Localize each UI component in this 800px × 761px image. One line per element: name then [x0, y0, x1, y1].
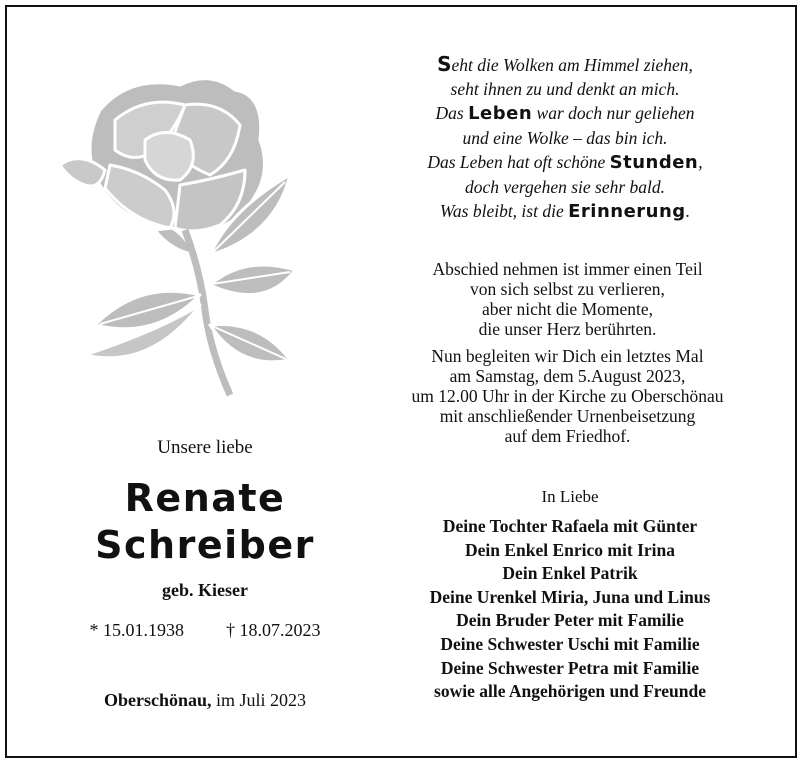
funeral-service-details [375, 346, 760, 446]
poem-line-7-pre: Was bleibt, ist die [439, 201, 569, 221]
birth-name: geb. Kieser [162, 580, 248, 600]
place-and-date [40, 690, 370, 711]
poem-line-2: seht ihnen zu und denkt an mich. [450, 79, 680, 99]
mourner-item: sowie alle Angehörigen und Freunde [434, 681, 706, 702]
poem-line-6: doch vergehen sie sehr bald. [464, 177, 666, 197]
farewell-verse [375, 259, 760, 339]
service-line: am Samstag, dem 5.August 2023, [449, 366, 686, 386]
poem-line-5-post: , [698, 152, 703, 172]
service-line: Nun begleiten wir Dich ein letztes Mal [431, 346, 704, 366]
birth-date: * 15.01.1938 [89, 620, 184, 640]
poem-initial: S [437, 52, 452, 76]
poem-line-5-pre: Das Leben hat oft schöne [427, 152, 610, 172]
place-town: Oberschönau, [103, 690, 212, 710]
deceased-last-name: Schreiber [95, 523, 315, 567]
poem-line-1-text: eht die Wolken am Himmel ziehen, [451, 55, 693, 75]
place-date: im Juli 2023 [211, 690, 307, 710]
poem-line-7-post: . [685, 201, 691, 221]
poem-line-1 [375, 52, 755, 77]
service-line: um 12.00 Uhr in der Kirche zu Oberschönau [411, 386, 724, 406]
service-line: mit anschließender Urnenbeisetzung [439, 406, 696, 426]
farewell-line: die unser Herz berührten. [478, 319, 657, 339]
poem-line-4: und eine Wolke – das bin ich. [462, 128, 668, 148]
mourner-item: Dein Enkel Patrik [502, 563, 638, 584]
in-liebe-heading: In Liebe [541, 487, 599, 506]
poem-line-5 [375, 150, 755, 175]
deceased-first-name: Renate [124, 476, 286, 520]
poem-line-3-pre: Das [435, 103, 469, 123]
life-dates [40, 620, 370, 641]
farewell-line: von sich selbst zu verlieren, [470, 279, 665, 299]
poem-line-3-post: war doch nur geliehen [532, 103, 695, 123]
poem-word-stunden: Stunden [609, 152, 699, 173]
mourners-list [395, 515, 745, 704]
poem-word-erinnerung: Erinnerung [568, 201, 686, 222]
mourner-item: Dein Enkel Enrico mit Irina [464, 539, 675, 560]
mourner-item: Deine Schwester Petra mit Familie [440, 657, 700, 678]
service-line: auf dem Friedhof. [504, 426, 631, 446]
rose-illustration [60, 70, 345, 400]
poem-line-7 [375, 199, 755, 224]
mourner-item: Deine Tochter Rafaela mit Günter [442, 516, 698, 536]
poem-line-3 [375, 101, 755, 126]
mourner-item: Deine Schwester Uschi mit Familie [440, 633, 700, 654]
poem [375, 52, 755, 224]
farewell-line: Abschied nehmen ist immer einen Teil [432, 259, 703, 279]
intro-text: Unsere liebe [157, 437, 253, 458]
death-date: † 18.07.2023 [226, 620, 321, 640]
mourner-item: Dein Bruder Peter mit Familie [456, 610, 684, 631]
poem-word-leben: Leben [468, 103, 533, 124]
mourner-item: Deine Urenkel Miria, Juna und Linus [429, 586, 711, 607]
farewell-line: aber nicht die Momente, [481, 299, 654, 319]
